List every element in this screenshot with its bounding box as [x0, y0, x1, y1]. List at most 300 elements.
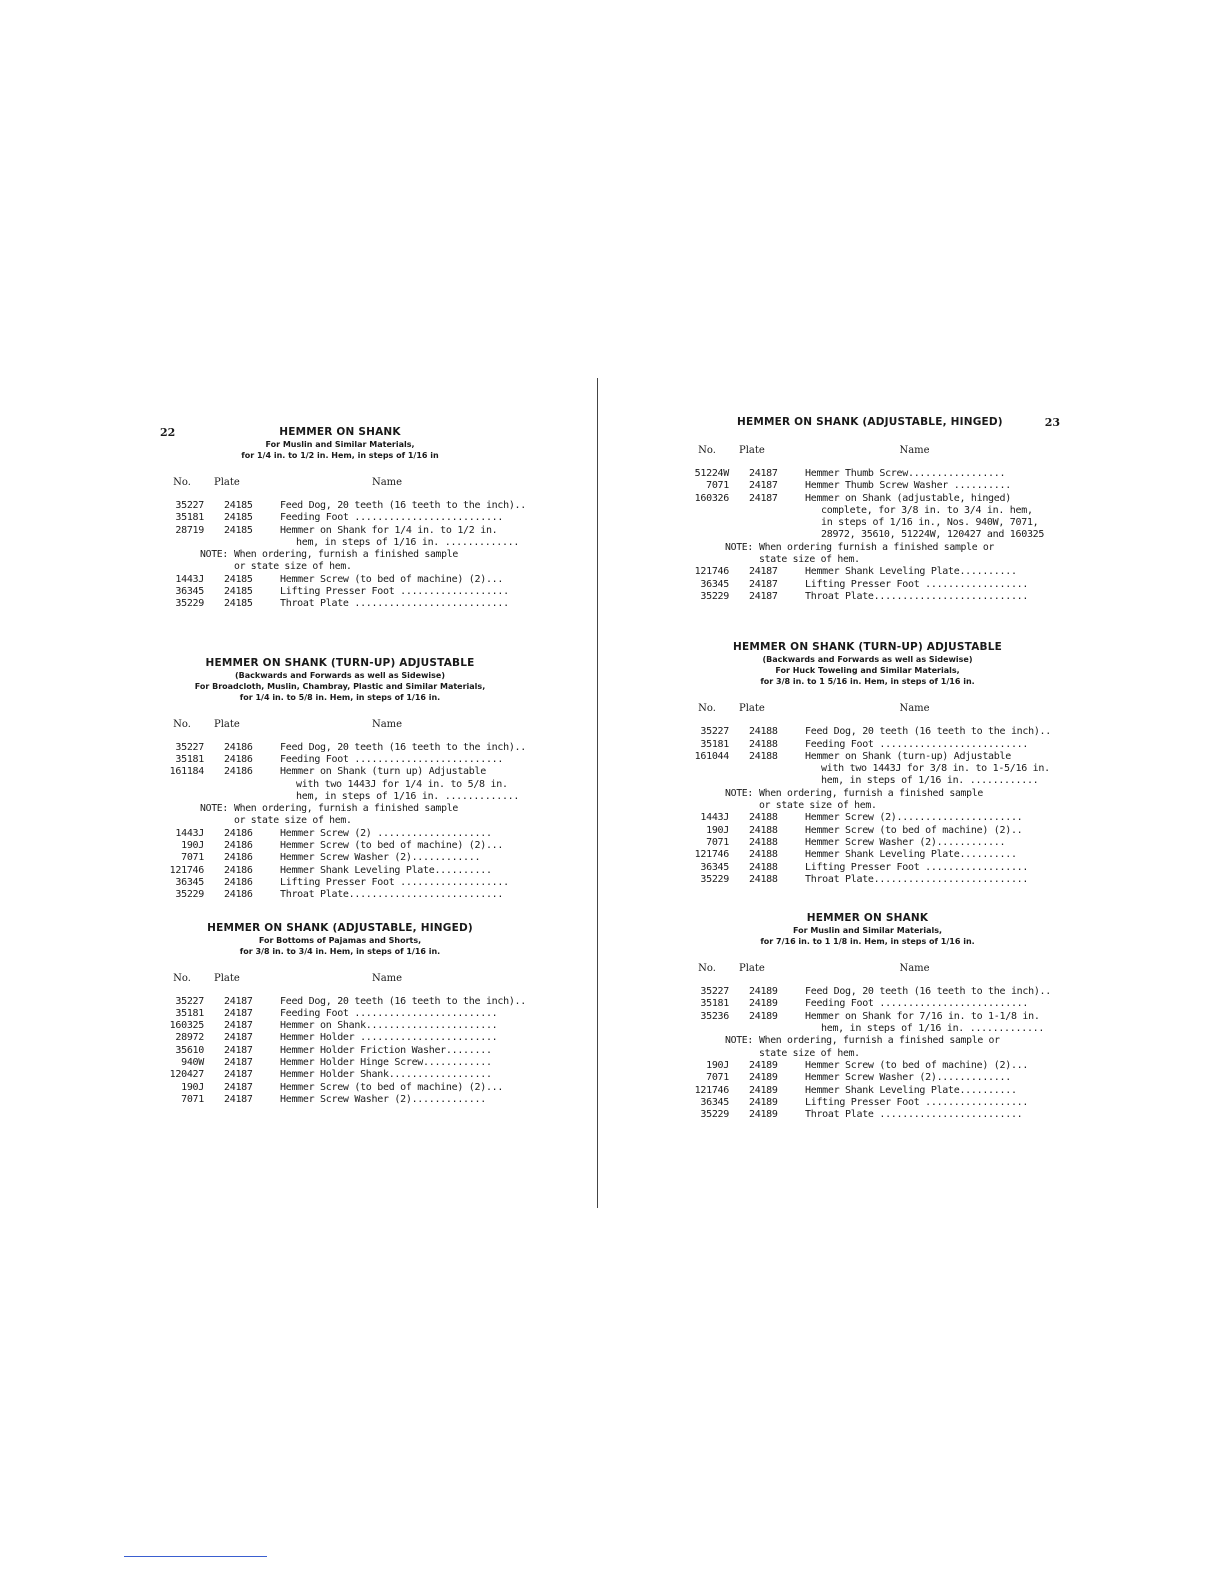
cell-name: with two 1443J for 3/8 in. to 1-5/16 in.	[821, 763, 1050, 775]
running-head: HEMMER ON SHANK (ADJUSTABLE, HINGED)	[737, 416, 1003, 428]
cell-plate: 24188	[749, 726, 778, 738]
cell-plate: 24187	[749, 480, 778, 492]
cell-no: 161184	[169, 766, 204, 778]
cell-no: 35181	[175, 512, 204, 524]
cell-plate: 24187	[224, 1057, 253, 1069]
cell-no	[675, 505, 749, 517]
cell-no: 35181	[175, 753, 204, 765]
table-row	[675, 480, 1060, 492]
note-line	[675, 1035, 1060, 1047]
cell-name: Feeding Foot .........................	[280, 1007, 498, 1019]
table-row	[675, 874, 1060, 886]
cell-plate: 24188	[749, 861, 778, 873]
note-spacer	[675, 800, 759, 812]
cell-plate: 24188	[749, 812, 778, 824]
table-row	[150, 877, 530, 889]
cell-plate: 24187	[749, 590, 778, 602]
note-continuation	[675, 554, 1060, 566]
right-page	[675, 412, 1060, 1121]
header-no: No.	[173, 718, 191, 730]
cell-plate: 24185	[224, 573, 253, 585]
table-row	[675, 998, 1060, 1010]
table-row	[150, 1032, 530, 1044]
header-no: No.	[698, 703, 716, 715]
section-subtitle: for 3/8 in. to 1 5/16 in. Hem, in steps of 1/16 in.	[760, 677, 975, 687]
cell-no: 35227	[175, 995, 204, 1007]
note-text: When ordering, furnish a finished sample	[234, 803, 458, 815]
header-no: No.	[698, 445, 716, 456]
cell-plate: 24186	[224, 852, 253, 864]
section-title: HEMMER ON SHANK (TURN-UP) ADJUSTABLE	[205, 656, 475, 669]
cell-plate: 24188	[749, 738, 778, 750]
table-row	[150, 1069, 530, 1081]
cell-plate: 24187	[224, 995, 253, 1007]
cell-plate: 24188	[749, 836, 778, 848]
section-title: HEMMER ON SHANK	[279, 426, 401, 438]
cell-plate: 24188	[749, 824, 778, 836]
cell-no: 28972	[175, 1032, 204, 1044]
cell-plate: 24186	[224, 889, 253, 901]
note-label: NOTE:	[725, 1035, 753, 1047]
cell-name: hem, in steps of 1/16 in. .............	[296, 790, 520, 802]
note-spacer	[675, 1048, 759, 1060]
cell-name: Throat Plate ...........................	[280, 598, 509, 610]
header-plate: Plate	[739, 963, 765, 975]
cell-no: 120427	[169, 1069, 204, 1081]
note-line	[675, 788, 1060, 800]
cell-name: Hemmer Screw Washer (2)............	[280, 852, 481, 864]
page-number-left: 22	[160, 426, 176, 439]
note-text: When ordering furnish a finished sample or	[759, 541, 995, 553]
cell-plate: 24186	[224, 753, 253, 765]
cell-no: 35227	[175, 741, 204, 753]
cell-name: Hemmer Shank Leveling Plate..........	[805, 849, 1017, 861]
parts-section	[675, 912, 1060, 1121]
table-row-continuation	[675, 517, 1060, 529]
parts-section	[675, 641, 1060, 886]
cell-plate: 24187	[749, 578, 778, 590]
cell-name: Hemmer Screw (to bed of machine) (2)...	[280, 573, 504, 585]
table-row	[150, 742, 530, 754]
cell-name: Feeding Foot ..........................	[280, 512, 504, 524]
cell-no: 121746	[169, 864, 204, 876]
table-row-continuation	[150, 779, 530, 791]
parts-section	[150, 657, 530, 902]
table-row	[675, 739, 1060, 751]
cell-no: 36345	[175, 586, 204, 598]
parts-section	[675, 445, 1060, 603]
section-title: HEMMER ON SHANK (TURN-UP) ADJUSTABLE	[733, 641, 1002, 654]
cell-name: hem, in steps of 1/16 in. ............	[821, 775, 1039, 787]
table-row	[675, 1011, 1060, 1023]
table-row	[150, 525, 530, 537]
cell-no	[150, 779, 224, 791]
cell-no: 7071	[181, 1093, 204, 1105]
cell-plate: 24186	[224, 876, 253, 888]
cell-name: Feed Dog, 20 teeth (16 teeth to the inch)..	[280, 995, 526, 1007]
cell-plate	[224, 537, 280, 549]
table-row	[675, 566, 1060, 578]
table-row	[150, 865, 530, 877]
header-name: Name	[899, 963, 930, 975]
cell-plate: 24188	[749, 873, 778, 885]
cell-name: Hemmer Shank Leveling Plate..........	[805, 1084, 1017, 1096]
cell-no: 7071	[181, 852, 204, 864]
cell-no: 35236	[700, 1010, 729, 1022]
cell-plate	[749, 529, 805, 541]
section-title: HEMMER ON SHANK	[806, 912, 929, 925]
table-row	[675, 1060, 1060, 1072]
cell-no: 36345	[700, 1096, 729, 1108]
page-gutter-divider	[597, 378, 598, 1208]
cell-plate	[749, 775, 805, 787]
note-text: state size of hem.	[759, 554, 860, 566]
section-subtitle: for 1/4 in. to 1/2 in. Hem, in steps of 1/16 in	[241, 451, 439, 460]
cell-name: complete, for 3/8 in. to 3/4 in. hem,	[821, 504, 1033, 516]
note-continuation	[150, 815, 530, 827]
cell-no	[675, 529, 749, 541]
cell-plate: 24185	[224, 524, 253, 536]
table-row	[675, 726, 1060, 738]
cell-plate: 24186	[224, 827, 253, 839]
header-no: No.	[173, 477, 191, 488]
cell-plate: 24187	[224, 1044, 253, 1056]
cell-name: hem, in steps of 1/16 in. .............	[296, 536, 520, 548]
cell-name: Hemmer on Shank (turn-up) Adjustable	[805, 750, 1011, 762]
table-row	[150, 1045, 530, 1057]
note-text: or state size of hem.	[759, 800, 877, 812]
note-text: When ordering, furnish a finished sample	[234, 549, 458, 561]
cell-no: 121746	[694, 1084, 729, 1096]
cell-no: 190J	[181, 1081, 204, 1093]
cell-plate: 24185	[224, 512, 253, 524]
header-name: Name	[899, 445, 930, 456]
note-spacer	[675, 554, 759, 566]
note-label: NOTE:	[200, 803, 228, 815]
note-text: When ordering, furnish a finished sample or	[759, 1035, 1000, 1047]
table-header	[150, 477, 530, 488]
cell-name: Hemmer on Shank.......................	[280, 1020, 498, 1032]
cell-name: 28972, 35610, 51224W, 120427 and 160325	[821, 529, 1045, 541]
table-row	[675, 862, 1060, 874]
section-title: HEMMER ON SHANK (ADJUSTABLE, HINGED)	[207, 921, 473, 934]
cell-name: Lifting Presser Foot ..................	[805, 578, 1029, 590]
cell-name: hem, in steps of 1/16 in. .............	[821, 1023, 1045, 1035]
cell-name: in steps of 1/16 in., Nos. 940W, 7071,	[821, 517, 1039, 529]
cell-no: 35181	[175, 1007, 204, 1019]
header-name: Name	[899, 703, 930, 715]
table-row-continuation	[675, 1023, 1060, 1035]
table-row	[675, 751, 1060, 763]
cell-no: 35181	[700, 738, 729, 750]
note-text: state size of hem.	[759, 1047, 860, 1059]
cell-name: Hemmer Screw Washer (2).............	[805, 1072, 1011, 1084]
header-plate: Plate	[214, 972, 240, 984]
cell-no: 35229	[700, 873, 729, 885]
section-subtitle: For Huck Toweling and Similar Materials,	[775, 666, 960, 676]
cell-no: 51224W	[694, 468, 729, 479]
cell-name: Hemmer Holder Shank..................	[280, 1069, 492, 1081]
cell-plate	[749, 505, 805, 517]
cell-name: Hemmer on Shank (adjustable, hinged)	[805, 492, 1011, 504]
header-plate: Plate	[214, 718, 240, 730]
table-row	[675, 825, 1060, 837]
cell-plate	[749, 517, 805, 529]
cell-name: Feed Dog, 20 teeth (16 teeth to the inch)..	[280, 741, 526, 753]
table-row	[150, 996, 530, 1008]
cell-no: 36345	[175, 876, 204, 888]
section-subtitle: for 7/16 in. to 1 1/8 in. Hem, in steps of 1/16 in.	[760, 937, 975, 947]
cell-name: Lifting Presser Foot ..................	[805, 861, 1029, 873]
cell-plate: 24186	[224, 840, 253, 852]
cell-name: Throat Plate .........................	[805, 1109, 1023, 1121]
table-row-continuation	[675, 505, 1060, 517]
cell-no: 160325	[169, 1020, 204, 1032]
cell-plate: 24185	[224, 500, 253, 511]
cell-no: 35229	[175, 889, 204, 901]
header-plate: Plate	[739, 445, 765, 456]
cell-plate: 24186	[224, 864, 253, 876]
table-row	[675, 986, 1060, 998]
cell-no: 36345	[700, 578, 729, 590]
cell-name: Hemmer Screw (to bed of machine) (2)..	[805, 824, 1023, 836]
table-row	[675, 468, 1060, 480]
cell-name: Lifting Presser Foot ...................	[280, 586, 509, 598]
cell-plate: 24189	[749, 1084, 778, 1096]
cell-plate: 24186	[224, 741, 253, 753]
header-name: Name	[371, 477, 403, 488]
cell-no: 121746	[694, 849, 729, 861]
section-subtitle: (Backwards and Forwards as well as Sidewise)	[234, 670, 446, 680]
cell-plate: 24185	[224, 586, 253, 598]
cell-plate: 24188	[749, 849, 778, 861]
table-row-continuation	[675, 763, 1060, 775]
table-row	[150, 1008, 530, 1020]
cell-name: Hemmer Holder ........................	[280, 1032, 498, 1044]
cell-name: Feeding Foot ..........................	[805, 998, 1029, 1010]
header-plate: Plate	[214, 477, 240, 488]
note-label: NOTE:	[725, 541, 753, 553]
cell-no	[675, 775, 749, 787]
cell-no: 35229	[700, 1109, 729, 1121]
cell-no: 35227	[700, 726, 729, 738]
cell-plate: 24189	[749, 1059, 778, 1071]
table-row	[150, 1057, 530, 1069]
cell-name: Hemmer Screw Washer (2)............	[805, 836, 1006, 848]
table-header	[150, 973, 530, 984]
cell-name: Hemmer Shank Leveling Plate..........	[805, 566, 1017, 578]
table-header	[675, 703, 1060, 714]
cell-no: 1443J	[700, 812, 729, 824]
table-row	[150, 840, 530, 852]
note-line	[675, 542, 1060, 554]
table-row	[150, 889, 530, 901]
cell-name: Feeding Foot ..........................	[280, 753, 504, 765]
cell-name: Hemmer Thumb Screw Washer ..........	[805, 480, 1011, 492]
cell-name: Lifting Presser Foot ...................	[280, 876, 509, 888]
note-spacer	[150, 561, 234, 573]
table-row	[150, 766, 530, 778]
cell-no: 7071	[706, 480, 729, 492]
cell-no: 36345	[700, 861, 729, 873]
table-header	[675, 445, 1060, 456]
table-row	[675, 493, 1060, 505]
page-number-right: 23	[1044, 416, 1060, 429]
cell-plate: 24187	[224, 1093, 253, 1105]
parts-section	[150, 426, 530, 611]
cell-no	[150, 791, 224, 803]
cell-name: Hemmer Shank Leveling Plate..........	[280, 864, 492, 876]
table-row	[150, 586, 530, 598]
header-name: Name	[371, 718, 403, 730]
cell-no: 7071	[706, 836, 729, 848]
cell-name: Hemmer Screw (to bed of machine) (2)...	[280, 840, 504, 852]
cell-name: Feeding Foot ..........................	[805, 738, 1029, 750]
note-continuation	[150, 561, 530, 573]
cell-no: 7071	[706, 1072, 729, 1084]
cell-no: 1443J	[175, 573, 204, 585]
note-text: When ordering, furnish a finished sample	[759, 787, 983, 799]
table-row	[150, 828, 530, 840]
cell-plate: 24187	[224, 1032, 253, 1044]
cell-name: Feed Dog, 20 teeth (16 teeth to the inch)..	[805, 726, 1051, 738]
cell-no: 28719	[175, 524, 204, 536]
table-row	[150, 1082, 530, 1094]
cell-plate: 24189	[749, 986, 778, 998]
cell-plate: 24189	[749, 1096, 778, 1108]
cell-plate: 24189	[749, 1010, 778, 1022]
cell-plate: 24189	[749, 998, 778, 1010]
table-row-continuation	[675, 529, 1060, 541]
cell-name: Hemmer on Shank for 7/16 in. to 1-1/8 in.	[805, 1010, 1040, 1022]
cell-plate: 24187	[749, 566, 778, 578]
header-plate: Plate	[739, 703, 765, 715]
right-page-sections	[675, 445, 1060, 1121]
table-row	[150, 1094, 530, 1106]
table-row	[150, 598, 530, 610]
section-subtitle: For Broadcloth, Muslin, Chambray, Plastic and Similar Materials,	[194, 681, 486, 691]
cell-name: Hemmer Screw (to bed of machine) (2)...	[280, 1081, 504, 1093]
cell-plate: 24187	[224, 1081, 253, 1093]
left-page	[150, 418, 530, 1106]
header-name: Name	[371, 972, 403, 984]
table-row	[675, 1085, 1060, 1097]
cell-plate: 24187	[224, 1007, 253, 1019]
table-row	[675, 1097, 1060, 1109]
cell-name: Hemmer Screw (to bed of machine) (2)...	[805, 1059, 1029, 1071]
cell-name: Hemmer Holder Hinge Screw............	[280, 1057, 492, 1069]
cell-name: Throat Plate...........................	[280, 889, 504, 901]
table-row	[150, 500, 530, 512]
note-text: or state size of hem.	[234, 561, 352, 573]
note-line	[150, 549, 530, 561]
header-no: No.	[173, 972, 191, 984]
cell-no	[675, 763, 749, 775]
cell-plate: 24187	[749, 492, 778, 504]
note-continuation	[675, 1048, 1060, 1060]
cell-name: Hemmer on Shank for 1/4 in. to 1/2 in.	[280, 524, 498, 536]
cell-plate: 24187	[224, 1020, 253, 1032]
left-page-sections	[150, 426, 530, 1106]
cell-no: 190J	[181, 840, 204, 852]
note-line	[150, 803, 530, 815]
cell-no: 35181	[700, 998, 729, 1010]
cell-name: Hemmer Screw (2) ....................	[280, 827, 492, 839]
parts-section	[150, 922, 530, 1107]
cell-no: 35229	[700, 590, 729, 602]
cell-name: Hemmer Screw (2)......................	[805, 812, 1023, 824]
cell-no: 190J	[706, 824, 729, 836]
cell-no: 160326	[694, 492, 729, 504]
table-row	[150, 1020, 530, 1032]
cell-no: 190J	[706, 1059, 729, 1071]
section-subtitle: for 1/4 in. to 5/8 in. Hem, in steps of 1/16 in.	[239, 692, 441, 702]
table-row-continuation	[675, 775, 1060, 787]
cell-plate: 24189	[749, 1109, 778, 1121]
cell-plate: 24187	[224, 1069, 253, 1081]
note-text: or state size of hem.	[234, 815, 352, 827]
footer-link-line	[124, 1556, 267, 1557]
cell-name: with two 1443J for 1/4 in. to 5/8 in.	[296, 778, 508, 790]
cell-no: 121746	[694, 566, 729, 578]
section-subtitle: for 3/8 in. to 3/4 in. Hem, in steps of 1/16 in.	[239, 946, 441, 956]
table-row-continuation	[150, 537, 530, 549]
cell-no: 35227	[175, 500, 204, 511]
cell-no	[150, 537, 224, 549]
cell-plate	[224, 779, 280, 791]
note-spacer	[150, 815, 234, 827]
table-header	[675, 963, 1060, 974]
table-row	[675, 1109, 1060, 1121]
cell-no: 35229	[175, 598, 204, 610]
note-continuation	[675, 800, 1060, 812]
note-label: NOTE:	[725, 787, 753, 799]
cell-plate: 24189	[749, 1072, 778, 1084]
table-header	[150, 719, 530, 730]
table-row	[675, 579, 1060, 591]
cell-plate	[749, 1023, 805, 1035]
section-subtitle: For Muslin and Similar Materials,	[792, 926, 943, 936]
table-row-continuation	[150, 791, 530, 803]
cell-no	[675, 517, 749, 529]
cell-name: Hemmer Holder Friction Washer........	[280, 1044, 492, 1056]
cell-name: Hemmer Screw Washer (2).............	[280, 1093, 486, 1105]
cell-no: 1443J	[175, 827, 204, 839]
section-subtitle: For Muslin and Similar Materials,	[265, 440, 415, 449]
table-row	[150, 574, 530, 586]
table-row	[150, 754, 530, 766]
section-subtitle: For Bottoms of Pajamas and Shorts,	[258, 935, 422, 945]
table-row	[675, 812, 1060, 824]
cell-no: 940W	[181, 1057, 204, 1069]
cell-name: Feed Dog, 20 teeth (16 teeth to the inch)..	[280, 500, 526, 511]
cell-plate: 24187	[749, 468, 778, 479]
note-label: NOTE:	[200, 549, 228, 561]
cell-plate	[224, 791, 280, 803]
cell-name: Feed Dog, 20 teeth (16 teeth to the inch)..	[805, 986, 1051, 998]
cell-no: 161044	[694, 750, 729, 762]
table-row	[675, 591, 1060, 603]
section-subtitle: (Backwards and Forwards as well as Sidewise)	[762, 655, 973, 665]
table-row	[675, 1072, 1060, 1084]
header-no: No.	[698, 963, 716, 975]
cell-plate: 24186	[224, 766, 253, 778]
cell-no: 35227	[700, 986, 729, 998]
cell-name: Lifting Presser Foot ..................	[805, 1096, 1029, 1108]
cell-plate: 24188	[749, 750, 778, 762]
cell-no: 35610	[175, 1044, 204, 1056]
cell-plate: 24185	[224, 598, 253, 610]
